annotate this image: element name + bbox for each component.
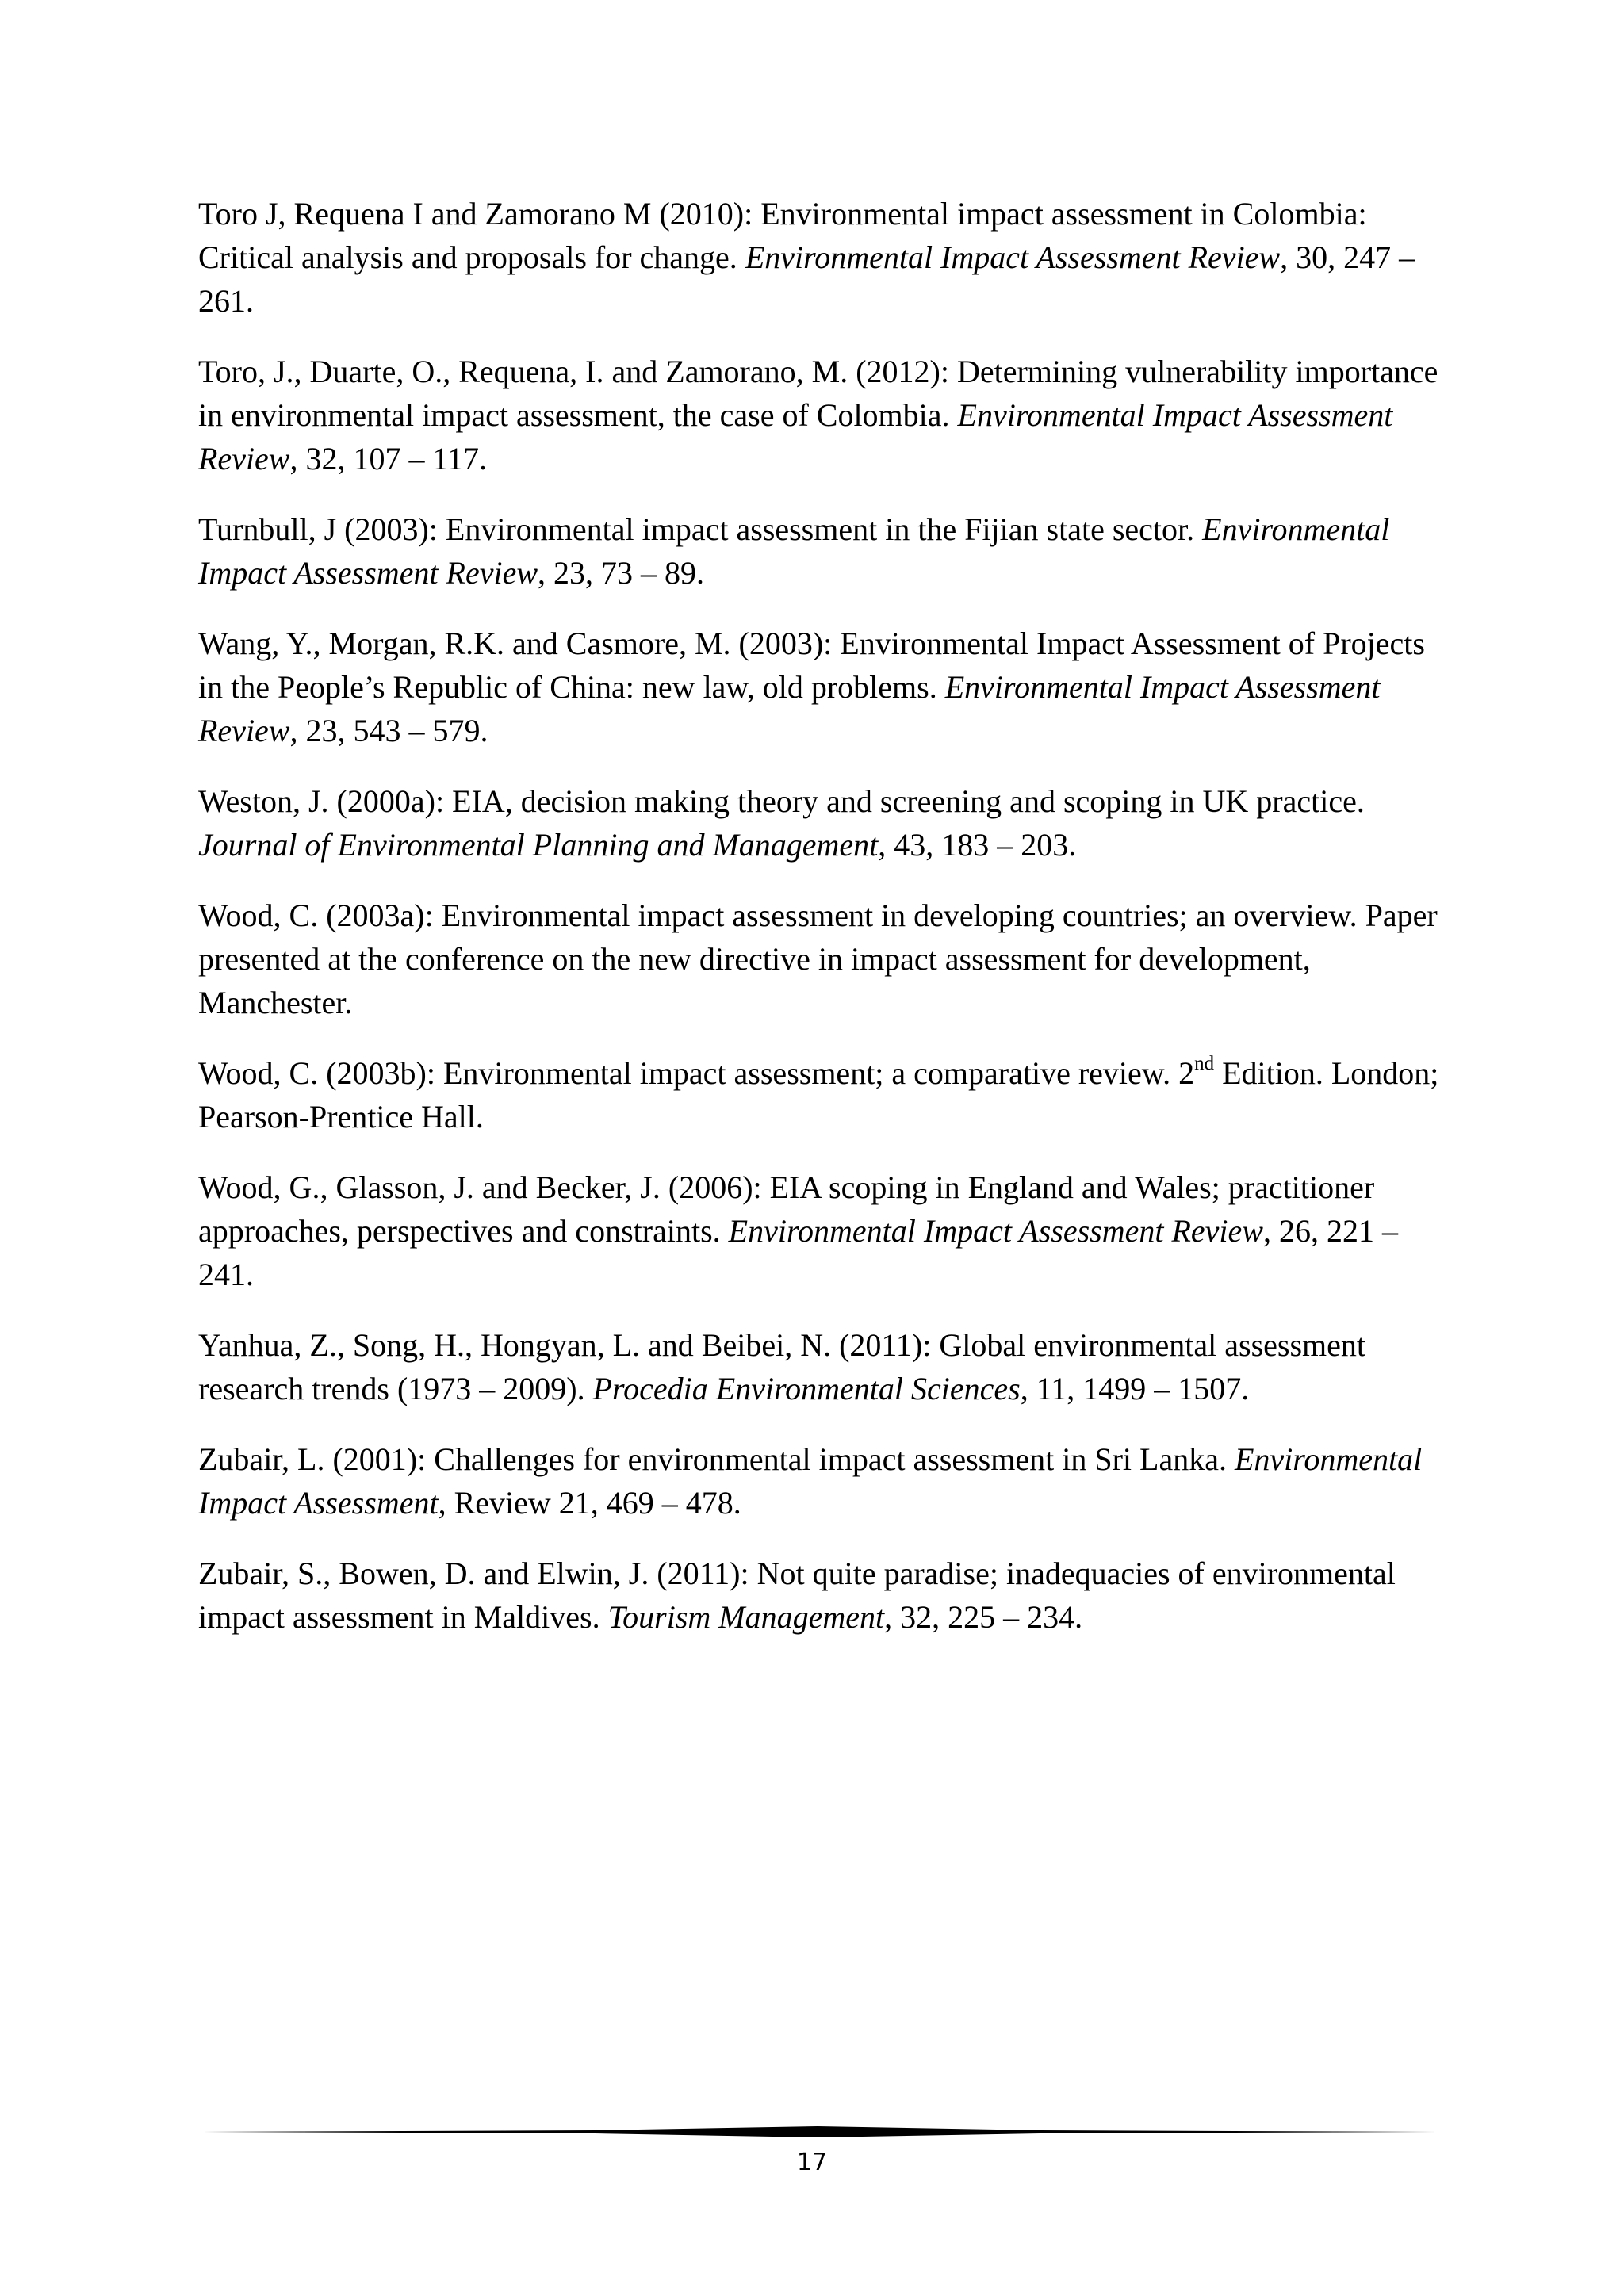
reference-entry: [198, 1165, 1451, 1296]
ordinal-superscript: nd: [1194, 1052, 1215, 1074]
reference-entry: [198, 779, 1451, 867]
reference-details: , 32, 107 – 117.: [289, 441, 488, 476]
reference-details: , 30, 247 – 261.: [198, 239, 1415, 319]
reference-entry: [198, 1323, 1451, 1410]
reference-journal: Environmental Impact Assessment Review: [198, 397, 1393, 476]
reference-details: , 32, 225 – 234.: [884, 1599, 1083, 1635]
reference-details: , 23, 543 – 579.: [289, 713, 488, 748]
reference-text: Wood, C. (2003b): Environmental impact assessment; a comparative review. 2: [198, 1055, 1195, 1091]
reference-details: , 26, 221 – 241.: [198, 1213, 1398, 1292]
reference-journal: Environmental Impact Assessment Review: [198, 669, 1381, 748]
reference-text: Weston, J. (2000a): EIA, decision making theory and screening and scoping in UK practice.: [198, 783, 1365, 819]
reference-entry: [198, 894, 1451, 1024]
footer-rule: [198, 2126, 1437, 2137]
reference-text: Turnbull, J (2003): Environmental impact assessment in the Fijian state sector.: [198, 511, 1203, 547]
reference-entry: [198, 622, 1451, 752]
reference-text: Wood, C. (2003a): Environmental impact assessment in developing countries; an overview. Paper presented at the conference on the new directive in impact assessment for development, Manchester.: [198, 897, 1438, 1020]
page-number: 17: [796, 2149, 828, 2176]
reference-entry: [198, 507, 1451, 595]
reference-text: Wood, G., Glasson, J. and Becker, J. (2006): EIA scoping in England and Wales; practitioner approaches, perspectives and constraints.: [198, 1169, 1375, 1249]
reference-text: Toro, J., Duarte, O., Requena, I. and Zamorano, M. (2012): Determining vulnerability importance in environmental impact assessment, the case of Colombia.: [198, 354, 1438, 433]
reference-journal: Tourism Management: [607, 1599, 885, 1635]
reference-journal: Environmental Impact Assessment Review: [198, 511, 1390, 591]
reference-journal: Environmental Impact Assessment Review: [745, 239, 1281, 275]
reference-text: Wang, Y., Morgan, R.K. and Casmore, M. (2003): Environmental Impact Assessment of Projects in the People’s Republic of China: new law, old problems.: [198, 626, 1425, 705]
reference-journal: Environmental Impact Assessment: [198, 1441, 1423, 1521]
reference-entry: [198, 1437, 1451, 1525]
reference-entry: [198, 1051, 1451, 1138]
reference-journal: Journal of Environmental Planning and Management: [198, 827, 879, 863]
reference-details: , 43, 183 – 203.: [878, 827, 1077, 863]
reference-details: , 23, 73 – 89.: [538, 555, 705, 591]
reference-text: Yanhua, Z., Song, H., Hongyan, L. and Beibei, N. (2011): Global environmental assessment research trends (1973 – 2009).: [198, 1327, 1366, 1406]
reference-list: [198, 192, 1451, 1666]
reference-entry: [198, 350, 1451, 480]
reference-text: Zubair, S., Bowen, D. and Elwin, J. (2011): Not quite paradise; inadequacies of environmental impact assessment in Maldives.: [198, 1556, 1396, 1635]
reference-text: Zubair, L. (2001): Challenges for environmental impact assessment in Sri Lanka.: [198, 1441, 1235, 1477]
reference-details: , Review 21, 469 – 478.: [438, 1485, 741, 1521]
reference-entry: [198, 1552, 1451, 1639]
reference-text: Toro J, Requena I and Zamorano M (2010): Environmental impact assessment in Colombia: Critical analysis and proposals for change.: [198, 196, 1367, 275]
reference-journal: Environmental Impact Assessment Review: [728, 1213, 1263, 1249]
reference-journal: Procedia Environmental Sciences: [592, 1371, 1021, 1406]
reference-entry: [198, 192, 1451, 323]
reference-details: , 11, 1499 – 1507.: [1020, 1371, 1250, 1406]
reference-details: Edition. London; Pearson-Prentice Hall.: [198, 1055, 1439, 1135]
